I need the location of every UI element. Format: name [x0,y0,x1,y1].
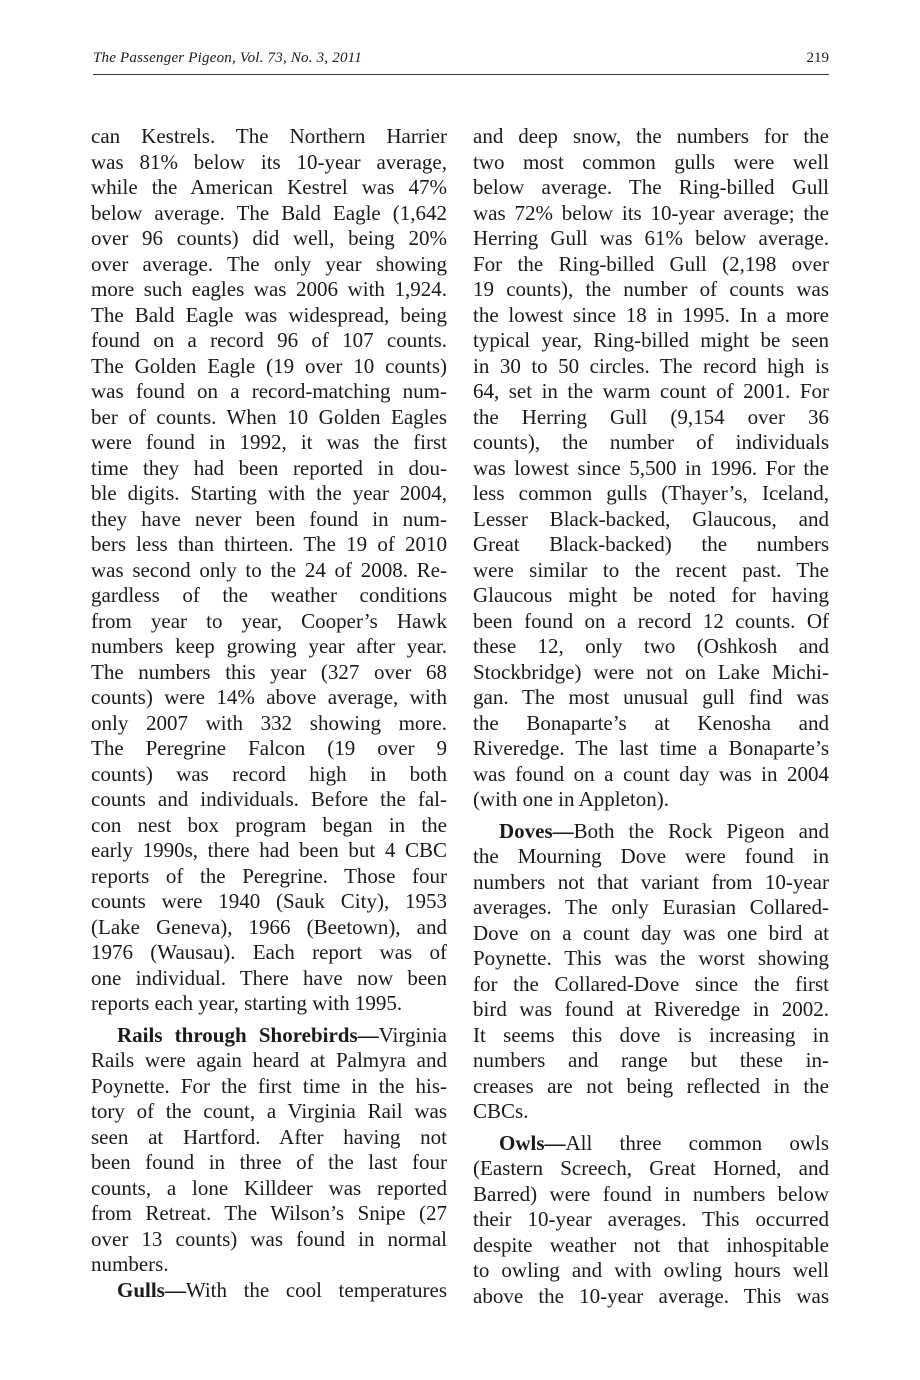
line-text: was 72% below its 10-year average; the [473,200,829,225]
text-line [473,870,829,896]
line-text: 64, set in the warm count of 2001. For [473,379,829,403]
text-line [473,303,829,329]
line-text: were similar to the recent past. The [473,557,829,582]
line-text: been found in three of the last four [91,1150,447,1174]
line-text: (Lake Geneva), 1966 (Beetown), and [91,914,447,939]
text-line [473,762,829,788]
line-text: was second only to the 24 of 2008. Re- [91,557,447,582]
line-text: With the cool temperatures [185,1277,447,1302]
text-line [473,1284,829,1310]
text-line [91,328,447,354]
line-text: can Kestrels. The Northern Harrier [91,124,447,148]
line-text: It seems this dove is increasing in [473,1022,829,1047]
line-text: counts) were 14% above average, with [91,685,447,709]
text-line [473,634,829,660]
line-text: counts) was record high in both [91,761,447,786]
text-line [91,430,447,456]
text-line [473,558,829,584]
text-line [473,1074,829,1100]
text-line [91,379,447,405]
line-text: over 96 counts) did well, being 20% [91,226,447,250]
text-line [91,609,447,635]
text-line [473,844,829,870]
page-number: 219 [806,50,829,66]
text-line [91,405,447,431]
line-text: was found on a count day was in 2004 [473,761,829,786]
line-text: two most common gulls were well [473,149,829,174]
text-line [91,915,447,941]
text-line [91,736,447,762]
text-line [473,226,829,252]
line-text: Rails were again heard at Palmyra and [91,1048,447,1072]
text-line [473,583,829,609]
text-line [91,583,447,609]
line-text: ber of counts. When 10 Golden Eagles [91,404,447,429]
line-text: Stockbridge) were not on Lake Michi- [473,659,829,684]
text-line [91,150,447,176]
line-text: time they had been reported in dou- [91,455,447,480]
line-text: (Eastern Screech, Great Horned, and [473,1156,829,1180]
line-text: Great Black-backed) the numbers [473,532,829,556]
section-heading-line [473,819,829,845]
text-line [91,966,447,992]
line-text: averages. The only Eurasian Collared- [473,895,829,919]
text-line [91,1125,447,1151]
text-line [473,895,829,921]
text-line [473,1023,829,1049]
text-line [473,1182,829,1208]
section-heading: Rails through Shorebirds— [117,1022,379,1047]
line-text: below average. The Ring-billed Gull [473,175,829,199]
text-line [91,838,447,864]
line-text: The Peregrine Falcon (19 over 9 [91,736,447,760]
text-line [91,1048,447,1074]
text-line [473,921,829,947]
line-text: their 10-year averages. This occurred [473,1207,829,1231]
text-line [91,303,447,329]
text-line [91,175,447,201]
text-line [91,226,447,252]
line-text: Barred) were found in numbers below [473,1181,829,1206]
text-line [473,946,829,972]
line-text: Virginia [378,1022,447,1047]
line-text: these 12, only two (Oshkosh and [473,634,829,658]
line-text: the lowest since 18 in 1995. In a more [473,302,829,327]
section-heading: Owls— [499,1130,566,1155]
text-line [473,1048,829,1074]
text-line [91,864,447,890]
text-line [91,277,447,303]
text-line [91,201,447,227]
text-line [91,1150,447,1176]
text-line [473,354,829,380]
line-text: con nest box program began in the [91,812,447,837]
line-text: Poynette. This was the worst showing [473,946,829,970]
line-text: tory of the count, a Virginia Rail was [91,1099,447,1123]
line-text: gan. The most unusual gull find was [473,685,829,709]
line-text: counts were 1940 (Sauk City), 1953 [91,889,447,913]
line-text: CBCs. [473,1099,529,1123]
line-text: been found on a record 12 counts. Of [473,608,829,633]
left-column [91,124,447,1303]
text-line [91,940,447,966]
line-text: for the Collared-Dove since the first [473,971,829,996]
text-line [473,405,829,431]
text-line [91,1252,447,1278]
text-line [91,787,447,813]
text-line [91,991,447,1017]
line-text: reports each year, starting with 1995. [91,991,403,1015]
text-line [473,379,829,405]
text-line [91,762,447,788]
text-line [473,609,829,635]
line-text: over 13 counts) was found in normal [91,1226,447,1251]
text-line [91,1099,447,1125]
line-text: numbers keep growing year after year. [91,634,447,658]
text-line [91,354,447,380]
line-text: typical year, Ring-billed might be seen [473,328,829,352]
line-text: above the 10-year average. This was [473,1283,829,1308]
line-text: Riveredge. The last time a Bonaparte’s [473,736,829,760]
text-line [91,558,447,584]
line-text: Lesser Black-backed, Glaucous, and [473,506,829,531]
text-line [91,507,447,533]
line-text: despite weather not that inhospitable [473,1232,829,1257]
right-column [473,124,829,1309]
line-text: Dove on a count day was one bird at [473,920,829,945]
line-text: found on a record 96 of 107 counts. [91,328,447,352]
text-line [91,1201,447,1227]
line-text: below average. The Bald Eagle (1,642 [91,200,447,225]
text-line [473,787,829,813]
text-line [91,685,447,711]
text-line [473,277,829,303]
line-text: less common gulls (Thayer’s, Iceland, [473,481,829,505]
section-heading: Gulls— [117,1277,186,1302]
line-text: in 30 to 50 circles. The record high is [473,353,829,378]
line-text: Herring Gull was 61% below average. [473,226,829,250]
line-text: over average. The only year showing [91,251,447,276]
line-text: All three common owls [565,1130,829,1155]
line-text: 1976 (Wausau). Each report was of [91,940,447,964]
line-text: bird was found at Riveredge in 2002. [473,997,829,1021]
line-text: they have never been found in num- [91,506,447,531]
text-line [473,972,829,998]
line-text: seen at Hartford. After having not [91,1124,447,1149]
text-line [91,1227,447,1253]
text-line [473,252,829,278]
line-text: The Golden Eagle (19 over 10 counts) [91,353,447,378]
text-line [473,1233,829,1259]
text-line [473,481,829,507]
text-line [473,430,829,456]
section-heading-line [473,1131,829,1157]
line-text: Glaucous might be noted for having [473,583,829,607]
text-line [473,1258,829,1284]
line-text: the Bonaparte’s at Kenosha and [473,710,829,735]
text-line [473,711,829,737]
line-text: while the American Kestrel was 47% [91,175,447,199]
text-line [473,736,829,762]
text-line [473,1156,829,1182]
text-line [473,532,829,558]
text-line [91,481,447,507]
line-text: For the Ring-billed Gull (2,198 over [473,251,829,276]
line-text: Both the Rock Pigeon and [573,818,829,843]
running-title: The Passenger Pigeon, Vol. 73, No. 3, 2011 [93,50,362,66]
text-line [473,328,829,354]
line-text: one individual. There have now been [91,965,447,990]
line-text: gardless of the weather conditions [91,583,447,607]
running-header [93,50,829,75]
line-text: counts and individuals. Before the fal- [91,787,447,811]
line-text: the Mourning Dove were found in [473,844,829,868]
line-text: reports of the Peregrine. Those four [91,863,447,888]
section-heading-line [91,1023,447,1049]
text-line [473,997,829,1023]
line-text: numbers and range but these in- [473,1048,829,1072]
text-line [91,889,447,915]
line-text: the Herring Gull (9,154 over 36 [473,404,829,429]
text-line [91,456,447,482]
line-text: counts), the number of individuals [473,430,829,454]
text-line [91,711,447,737]
line-text: counts, a lone Killdeer was reported [91,1175,447,1200]
line-text: only 2007 with 332 showing more. [91,710,447,735]
line-text: more such eagles was 2006 with 1,924. [91,277,447,301]
line-text: to owling and with owling hours well [473,1258,829,1282]
line-text: were found in 1992, it was the first [91,430,447,454]
line-text: was found on a record-matching num- [91,379,447,403]
text-line [91,124,447,150]
text-line [473,1099,829,1125]
line-text: ble digits. Starting with the year 2004, [91,481,447,505]
line-text: 19 counts), the number of counts was [473,277,829,301]
line-text: creases are not being reflected in the [473,1073,829,1098]
line-text: early 1990s, there had been but 4 CBC [91,838,447,862]
text-line [473,685,829,711]
line-text: from Retreat. The Wilson’s Snipe (27 [91,1201,447,1225]
text-line [91,532,447,558]
text-line [473,124,829,150]
text-line [473,507,829,533]
section-heading: Doves— [499,818,574,843]
line-text: Poynette. For the first time in the his- [91,1073,447,1098]
line-text: (with one in Appleton). [473,787,669,811]
line-text: from year to year, Cooper’s Hawk [91,608,447,633]
section-heading-line [91,1278,447,1304]
text-line [473,201,829,227]
text-line [91,813,447,839]
line-text: and deep snow, the numbers for the [473,124,829,148]
text-line [473,660,829,686]
text-line [473,456,829,482]
text-line [91,660,447,686]
line-text: numbers. [91,1252,169,1276]
text-line [91,252,447,278]
line-text: numbers not that variant from 10-year [473,869,829,894]
text-line [473,1207,829,1233]
line-text: was 81% below its 10-year average, [91,149,447,174]
text-line [473,175,829,201]
text-line [473,150,829,176]
line-text: bers less than thirteen. The 19 of 2010 [91,532,447,556]
text-line [91,1074,447,1100]
text-line [91,634,447,660]
line-text: was lowest since 5,500 in 1996. For the [473,455,829,480]
line-text: The Bald Eagle was widespread, being [91,302,447,327]
text-line [91,1176,447,1202]
line-text: The numbers this year (327 over 68 [91,659,447,684]
